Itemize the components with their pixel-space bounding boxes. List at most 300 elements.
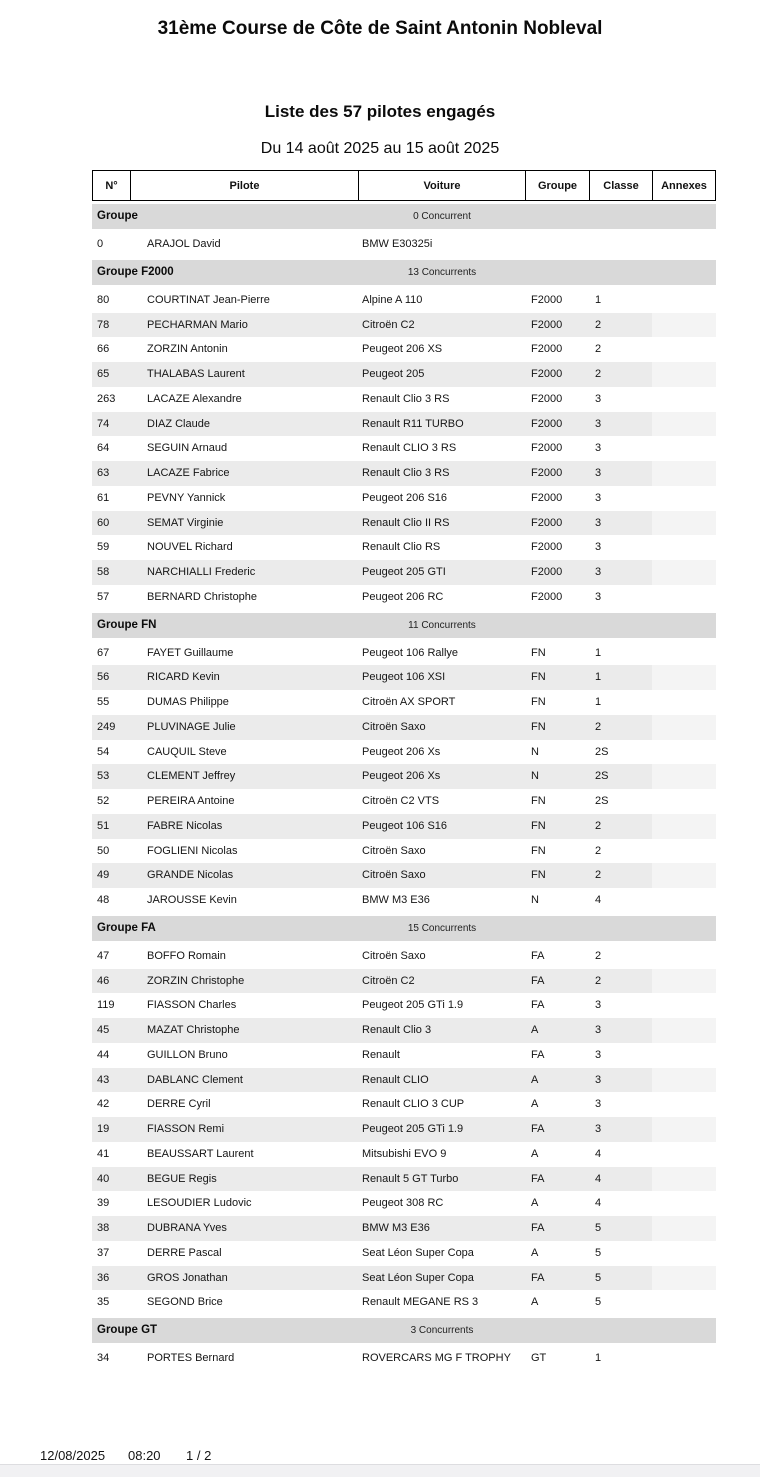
cell-voiture: Citroën C2 — [362, 313, 531, 338]
cell-groupe: F2000 — [531, 461, 595, 486]
cell-number: 56 — [92, 665, 147, 690]
cell-number: 44 — [97, 1048, 110, 1061]
cell-classe: 3 — [595, 392, 602, 405]
cell-pilote: ARAJOL David — [147, 238, 221, 250]
cell-pilote: BEGUE Regis — [147, 1167, 362, 1192]
table-row — [92, 362, 716, 387]
cell-groupe: N — [531, 764, 595, 789]
cell-groupe: FN — [531, 696, 546, 708]
cell-groupe: F2000 — [531, 343, 563, 356]
cell-pilote: DUMAS Philippe — [147, 696, 229, 708]
cell-pilote: SEGOND Brice — [147, 1296, 223, 1309]
group-concurrent-count: 0 Concurrent — [413, 211, 471, 222]
cell-pilote: FIASSON Remi — [147, 1117, 362, 1142]
cell-pilote: FIASSON Charles — [147, 999, 237, 1012]
cell-annexes — [652, 412, 716, 437]
cell-groupe: FA — [531, 969, 595, 994]
group-label: Groupe FN — [97, 618, 157, 631]
cell-classe: 2 — [595, 863, 652, 888]
cell-number: 35 — [97, 1296, 110, 1309]
column-header-number: N° — [92, 171, 130, 200]
cell-groupe: FA — [531, 1266, 595, 1291]
cell-number: 78 — [92, 313, 147, 338]
cell-pilote: LACAZE Alexandre — [147, 392, 242, 405]
cell-voiture: Renault Clio 3 — [362, 1018, 531, 1043]
table-row — [92, 337, 716, 362]
cell-classe: 5 — [595, 1296, 602, 1309]
table-row — [92, 461, 716, 486]
cell-classe: 2 — [595, 814, 652, 839]
cell-voiture: Renault CLIO 3 RS — [362, 442, 457, 455]
table-row — [92, 1346, 716, 1371]
cell-number: 45 — [92, 1018, 147, 1043]
cell-annexes — [652, 665, 716, 690]
cell-voiture: Renault CLIO — [362, 1068, 531, 1093]
cell-classe: 3 — [595, 1018, 652, 1043]
cell-annexes — [652, 1216, 716, 1241]
cell-voiture: Citroën Saxo — [362, 863, 531, 888]
group-label: Groupe — [97, 210, 138, 222]
table-header-row — [92, 170, 716, 201]
column-header-annexes: Annexes — [652, 171, 716, 200]
cell-annexes — [652, 740, 716, 765]
cell-voiture: Peugeot 106 XSI — [362, 665, 531, 690]
cell-groupe: FA — [531, 999, 545, 1012]
cell-groupe: F2000 — [531, 293, 563, 306]
group-concurrent-count: 15 Concurrents — [407, 922, 477, 934]
cell-number: 64 — [97, 442, 110, 455]
cell-classe: 3 — [595, 412, 652, 437]
cell-groupe: FA — [531, 1048, 545, 1061]
table-body — [92, 204, 716, 1371]
table-row — [92, 387, 716, 412]
cell-voiture: Peugeot 205 GTi 1.9 — [362, 999, 464, 1012]
cell-voiture: Citroën Saxo — [362, 844, 426, 857]
cell-number: 53 — [92, 764, 147, 789]
cell-annexes — [652, 863, 716, 888]
cell-annexes — [652, 993, 716, 1018]
cell-voiture: Mitsubishi EVO 9 — [362, 1147, 447, 1160]
cell-pilote: PEREIRA Antoine — [147, 795, 235, 807]
group-header-row — [92, 1318, 716, 1343]
cell-groupe: GT — [531, 1352, 547, 1364]
cell-pilote: PECHARMAN Mario — [147, 313, 362, 338]
cell-number: 119 — [97, 999, 115, 1012]
cell-voiture: Alpine A 110 — [362, 293, 423, 306]
cell-pilote: DERRE Pascal — [147, 1246, 222, 1259]
cell-number: 55 — [97, 696, 110, 708]
cell-pilote: SEMAT Virginie — [147, 511, 362, 536]
cell-groupe: FN — [531, 646, 546, 659]
cell-classe: 2S — [595, 745, 609, 758]
cell-annexes — [652, 1142, 716, 1167]
cell-annexes — [652, 313, 716, 338]
cell-classe: 3 — [595, 491, 602, 504]
cell-voiture: Renault Clio II RS — [362, 511, 531, 536]
cell-annexes — [652, 585, 716, 610]
cell-annexes — [652, 789, 716, 814]
cell-pilote: CAUQUIL Steve — [147, 745, 227, 758]
cell-number: 39 — [97, 1197, 110, 1210]
cell-groupe: N — [531, 745, 539, 758]
cell-number: 48 — [97, 894, 110, 906]
cell-pilote: ZORZIN Antonin — [147, 343, 228, 356]
table-row — [92, 690, 716, 715]
table-row — [92, 888, 716, 913]
cell-classe: 1 — [595, 646, 602, 659]
cell-voiture: Citroën C2 — [362, 969, 531, 994]
table-row — [92, 511, 716, 536]
cell-groupe: FA — [531, 949, 545, 962]
cell-voiture: Renault 5 GT Turbo — [362, 1167, 531, 1192]
cell-pilote: JAROUSSE Kevin — [147, 894, 237, 906]
table-row — [92, 486, 716, 511]
cell-annexes — [652, 486, 716, 511]
cell-annexes — [652, 1167, 716, 1192]
table-row — [92, 764, 716, 789]
group-concurrent-count: 3 Concurrents — [410, 1325, 474, 1336]
cell-number: 249 — [92, 715, 147, 740]
cell-pilote: GROS Jonathan — [147, 1266, 362, 1291]
table-row — [92, 1266, 716, 1291]
cell-number: 37 — [97, 1246, 110, 1259]
cell-number: 41 — [97, 1147, 110, 1160]
cell-annexes — [652, 969, 716, 994]
cell-classe: 1 — [595, 665, 652, 690]
group-concurrent-count: 11 Concurrents — [408, 619, 476, 631]
table-row — [92, 665, 716, 690]
cell-pilote: ZORZIN Christophe — [147, 969, 362, 994]
table-row — [92, 1167, 716, 1192]
cell-number: 80 — [97, 293, 110, 306]
cell-pilote: GRANDE Nicolas — [147, 863, 362, 888]
cell-pilote: FOGLIENI Nicolas — [147, 844, 238, 857]
cell-number: 40 — [92, 1167, 147, 1192]
cell-pilote: DERRE Cyril — [147, 1098, 211, 1111]
cell-groupe: FN — [531, 665, 595, 690]
viewer-bottom-strip — [0, 1464, 760, 1477]
cell-groupe: A — [531, 1246, 539, 1259]
list-subtitle: Liste des 57 pilotes engagés — [264, 102, 496, 121]
table-row — [92, 1068, 716, 1093]
cell-groupe: A — [531, 1296, 539, 1309]
cell-number: 74 — [92, 412, 147, 437]
group-concurrent-count: 13 Concurrents — [407, 266, 477, 278]
group-header-row — [92, 260, 716, 285]
cell-classe: 4 — [595, 1147, 602, 1160]
cell-classe: 2 — [595, 949, 602, 962]
cell-groupe: FN — [531, 814, 595, 839]
cell-annexes — [652, 436, 716, 461]
cell-groupe: F2000 — [531, 392, 563, 405]
cell-groupe — [531, 232, 595, 257]
cell-number: 65 — [92, 362, 147, 387]
cell-voiture: Seat Léon Super Copa — [362, 1266, 531, 1291]
table-row — [92, 1117, 716, 1142]
table-row — [92, 969, 716, 994]
group-header-row — [92, 204, 716, 229]
cell-annexes — [652, 560, 716, 585]
cell-pilote: DIAZ Claude — [147, 412, 362, 437]
cell-number: 38 — [92, 1216, 147, 1241]
cell-groupe: A — [531, 1197, 539, 1210]
cell-classe: 3 — [595, 511, 652, 536]
cell-number: 67 — [97, 646, 110, 659]
cell-annexes — [652, 1241, 716, 1266]
cell-pilote: LESOUDIER Ludovic — [147, 1197, 252, 1210]
cell-classe — [595, 232, 652, 257]
cell-pilote: THALABAS Laurent — [147, 362, 362, 387]
cell-classe: 4 — [595, 1167, 652, 1192]
cell-pilote: NOUVEL Richard — [147, 541, 233, 554]
cell-number: 66 — [97, 343, 110, 356]
cell-classe: 3 — [595, 541, 602, 554]
cell-voiture: Peugeot 206 RC — [362, 590, 444, 603]
table-row — [92, 1290, 716, 1315]
cell-annexes — [652, 535, 716, 560]
cell-voiture: Renault R11 TURBO — [362, 412, 531, 437]
cell-classe: 2 — [595, 844, 602, 857]
cell-annexes — [652, 1266, 716, 1291]
cell-groupe: N — [531, 894, 539, 906]
cell-number: 36 — [92, 1266, 147, 1291]
cell-groupe: FN — [531, 795, 546, 807]
cell-groupe: FN — [531, 844, 546, 857]
cell-classe: 3 — [595, 560, 652, 585]
cell-pilote: MAZAT Christophe — [147, 1018, 362, 1043]
cell-number: 51 — [92, 814, 147, 839]
cell-number: 263 — [97, 392, 116, 405]
table-row — [92, 715, 716, 740]
cell-annexes — [652, 1092, 716, 1117]
cell-classe: 2 — [595, 969, 652, 994]
table-row — [92, 863, 716, 888]
cell-groupe: FA — [531, 1216, 595, 1241]
cell-annexes — [652, 511, 716, 536]
cell-classe: 1 — [595, 1352, 602, 1364]
print-time: 08:20 — [128, 1448, 161, 1463]
cell-groupe: A — [531, 1018, 595, 1043]
table-row — [92, 789, 716, 814]
cell-number: 60 — [92, 511, 147, 536]
cell-pilote: CLEMENT Jeffrey — [147, 764, 362, 789]
cell-pilote: PORTES Bernard — [147, 1352, 235, 1364]
cell-classe: 3 — [595, 999, 602, 1012]
column-header-voiture: Voiture — [358, 171, 525, 200]
table-row — [92, 585, 716, 610]
cell-voiture: Citroën Saxo — [362, 949, 426, 962]
cell-annexes — [652, 1290, 716, 1315]
cell-pilote: COURTINAT Jean-Pierre — [147, 293, 270, 306]
cell-pilote: FABRE Nicolas — [147, 814, 362, 839]
cell-number: 58 — [92, 560, 147, 585]
cell-voiture: Citroën C2 VTS — [362, 795, 440, 807]
cell-annexes — [652, 288, 716, 313]
table-row — [92, 1092, 716, 1117]
cell-annexes — [652, 337, 716, 362]
group-header-row — [92, 916, 716, 941]
cell-voiture: BMW M3 E36 — [362, 894, 430, 906]
cell-pilote: RICARD Kevin — [147, 665, 362, 690]
cell-annexes — [652, 1068, 716, 1093]
cell-pilote: BOFFO Romain — [147, 949, 226, 962]
cell-annexes — [652, 1191, 716, 1216]
cell-groupe: F2000 — [531, 491, 563, 504]
cell-classe: 4 — [595, 894, 602, 906]
entry-list-table — [92, 170, 716, 1371]
cell-groupe: A — [531, 1147, 539, 1160]
column-header-groupe: Groupe — [525, 171, 589, 200]
cell-voiture: Renault MEGANE RS 3 — [362, 1296, 479, 1309]
cell-classe: 3 — [595, 1117, 652, 1142]
cell-pilote: PLUVINAGE Julie — [147, 715, 362, 740]
cell-voiture: Peugeot 206 XS — [362, 343, 443, 356]
table-row — [92, 1043, 716, 1068]
cell-classe: 2 — [595, 715, 652, 740]
cell-classe: 2 — [595, 362, 652, 387]
cell-classe: 1 — [595, 293, 602, 306]
cell-groupe: A — [531, 1068, 595, 1093]
cell-annexes — [652, 888, 716, 913]
cell-annexes — [652, 839, 716, 864]
group-header-row — [92, 613, 716, 638]
table-row — [92, 1191, 716, 1216]
cell-classe: 3 — [595, 1098, 602, 1111]
cell-pilote: GUILLON Bruno — [147, 1048, 228, 1061]
cell-number: 47 — [97, 949, 110, 962]
cell-groupe: F2000 — [531, 362, 595, 387]
group-label: Groupe F2000 — [97, 265, 174, 278]
cell-number: 42 — [97, 1098, 110, 1111]
cell-voiture: Peugeot 308 RC — [362, 1197, 444, 1210]
cell-number: 59 — [97, 541, 110, 554]
cell-groupe: F2000 — [531, 511, 595, 536]
cell-voiture: Renault Clio 3 RS — [362, 461, 531, 486]
table-row — [92, 1241, 716, 1266]
cell-groupe: A — [531, 1098, 539, 1111]
cell-groupe: F2000 — [531, 412, 595, 437]
cell-voiture: Renault — [362, 1048, 400, 1061]
cell-groupe: FN — [531, 863, 595, 888]
cell-pilote: PEVNY Yannick — [147, 491, 226, 504]
table-row — [92, 1216, 716, 1241]
cell-number: 0 — [97, 238, 104, 250]
cell-annexes — [652, 1117, 716, 1142]
cell-number: 34 — [97, 1352, 110, 1364]
cell-groupe: FA — [531, 1117, 595, 1142]
column-header-pilote: Pilote — [130, 171, 358, 200]
table-row — [92, 535, 716, 560]
cell-annexes — [652, 362, 716, 387]
cell-groupe: F2000 — [531, 541, 563, 554]
table-row — [92, 560, 716, 585]
group-label: Groupe GT — [97, 1324, 158, 1336]
cell-pilote: FAYET Guillaume — [147, 646, 234, 659]
cell-classe: 5 — [595, 1266, 652, 1291]
cell-groupe: FN — [531, 715, 595, 740]
cell-annexes — [652, 764, 716, 789]
cell-annexes — [652, 814, 716, 839]
cell-annexes — [652, 1346, 716, 1371]
cell-number: 57 — [97, 590, 110, 603]
cell-pilote: DABLANC Clement — [147, 1068, 362, 1093]
cell-classe: 2S — [595, 764, 652, 789]
cell-number: 43 — [92, 1068, 147, 1093]
cell-pilote: LACAZE Fabrice — [147, 461, 362, 486]
table-row — [92, 993, 716, 1018]
cell-annexes — [652, 944, 716, 969]
table-row — [92, 412, 716, 437]
cell-voiture: BMW M3 E36 — [362, 1216, 531, 1241]
cell-voiture: Peugeot 205 — [362, 362, 531, 387]
cell-voiture: Peugeot 206 S16 — [362, 491, 448, 504]
cell-voiture: Peugeot 106 S16 — [362, 814, 531, 839]
cell-classe: 5 — [595, 1246, 602, 1259]
table-row — [92, 839, 716, 864]
cell-voiture: ROVERCARS MG F TROPHY — [362, 1352, 511, 1364]
cell-voiture: Peugeot 206 Xs — [362, 745, 441, 758]
cell-voiture: Citroën Saxo — [362, 715, 531, 740]
cell-annexes — [652, 715, 716, 740]
cell-classe: 3 — [595, 461, 652, 486]
cell-classe: 4 — [595, 1197, 602, 1210]
cell-pilote: DUBRANA Yves — [147, 1216, 362, 1241]
cell-number: 49 — [92, 863, 147, 888]
cell-voiture: Renault CLIO 3 CUP — [362, 1098, 465, 1111]
cell-annexes — [652, 1043, 716, 1068]
cell-voiture: Peugeot 205 GTI — [362, 560, 531, 585]
print-date: 12/08/2025 — [40, 1448, 106, 1463]
cell-classe: 3 — [595, 1068, 652, 1093]
cell-voiture: Peugeot 205 GTi 1.9 — [362, 1117, 531, 1142]
page-number: 1 / 2 — [186, 1448, 212, 1463]
cell-pilote: SEGUIN Arnaud — [147, 442, 228, 455]
table-row — [92, 814, 716, 839]
cell-annexes — [652, 641, 716, 666]
table-row — [92, 232, 716, 257]
table-row — [92, 944, 716, 969]
cell-groupe: F2000 — [531, 590, 563, 603]
column-header-classe: Classe — [589, 171, 652, 200]
cell-voiture: Peugeot 206 Xs — [362, 764, 531, 789]
table-row — [92, 740, 716, 765]
cell-classe: 3 — [595, 590, 602, 603]
cell-classe: 2 — [595, 313, 652, 338]
cell-number: 61 — [97, 491, 110, 504]
cell-voiture: Renault Clio 3 RS — [362, 392, 450, 405]
cell-voiture: Citroën AX SPORT — [362, 696, 456, 708]
page-footer — [0, 1448, 760, 1464]
cell-groupe: F2000 — [531, 560, 595, 585]
page-title: 31ème Course de Côte de Saint Antonin Nobleval — [157, 18, 603, 39]
cell-voiture: Renault Clio RS — [362, 541, 441, 554]
cell-annexes — [652, 387, 716, 412]
cell-pilote: BERNARD Christophe — [147, 590, 258, 603]
cell-annexes — [652, 1018, 716, 1043]
cell-pilote: BEAUSSART Laurent — [147, 1147, 254, 1160]
cell-classe: 5 — [595, 1216, 652, 1241]
cell-voiture: Peugeot 106 Rallye — [362, 646, 459, 659]
cell-classe: 3 — [595, 1048, 602, 1061]
cell-annexes — [652, 232, 716, 257]
cell-groupe: F2000 — [531, 442, 563, 455]
cell-classe: 3 — [595, 442, 602, 455]
table-row — [92, 288, 716, 313]
event-date-range: Du 14 août 2025 au 15 août 2025 — [260, 140, 500, 157]
group-label: Groupe FA — [97, 921, 156, 934]
cell-pilote: NARCHIALLI Frederic — [147, 560, 362, 585]
cell-annexes — [652, 690, 716, 715]
